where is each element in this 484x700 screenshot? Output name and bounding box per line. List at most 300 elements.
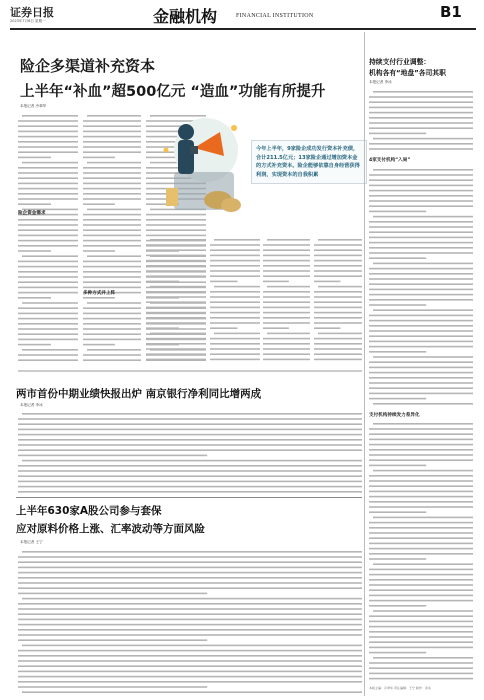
- text-line: [83, 323, 141, 325]
- text-line: [18, 676, 362, 678]
- text-line: [373, 138, 473, 140]
- text-line: [369, 315, 473, 317]
- text-lines-texture: [210, 236, 260, 362]
- text-line: [263, 275, 310, 277]
- text-line: [146, 270, 206, 272]
- lead-subheadline: 上半年“补血”超500亿元 “造血”功能有所提升: [20, 84, 326, 100]
- text-line: [146, 353, 206, 355]
- text-line: [18, 125, 78, 127]
- text-line: [18, 261, 78, 263]
- text-line: [18, 333, 78, 335]
- text-line: [369, 574, 473, 576]
- text-line: [369, 341, 473, 343]
- text-line: [314, 307, 362, 309]
- text-line: [22, 349, 78, 351]
- text-line: [210, 291, 260, 293]
- text-line: [369, 548, 473, 550]
- text-line: [18, 582, 362, 584]
- text-line: [87, 349, 141, 351]
- story-divider: [16, 497, 362, 498]
- page-footer: 本版主编：冷翠华 责任编辑：王宁 制作：李冰: [369, 686, 431, 690]
- text-line: [373, 610, 473, 612]
- text-lines-texture: [146, 236, 206, 362]
- lead-byline: 本报记者 冷翠华: [20, 104, 47, 108]
- text-line: [83, 339, 141, 341]
- text-line: [369, 96, 473, 98]
- text-line: [314, 353, 362, 355]
- text-line: [83, 250, 115, 252]
- text-line: [18, 172, 78, 174]
- text-line: [369, 433, 473, 435]
- side-subheadline: 机构各有“地盘”各司其职: [369, 69, 446, 77]
- text-lines-texture: [18, 410, 362, 494]
- text-line: [83, 224, 141, 226]
- text-line: [369, 589, 473, 591]
- text-line: [263, 327, 289, 329]
- text-line: [369, 372, 473, 374]
- text-line: [373, 517, 473, 519]
- text-line: [18, 281, 78, 283]
- text-line: [369, 320, 473, 322]
- text-line: [22, 551, 362, 553]
- text-line: [369, 361, 473, 363]
- text-line: [369, 615, 473, 617]
- text-line: [210, 260, 260, 262]
- text-line: [146, 312, 206, 314]
- lead-column-7: [314, 236, 362, 362]
- text-line: [263, 244, 310, 246]
- text-line: [369, 112, 473, 114]
- text-line: [267, 286, 310, 288]
- text-line: [18, 634, 362, 636]
- story2-body: [18, 410, 362, 494]
- text-line: [87, 255, 141, 257]
- text-line: [369, 569, 473, 571]
- text-line: [18, 188, 78, 190]
- text-line: [263, 255, 310, 257]
- masthead-date: 2023年7月6日 星期一: [10, 19, 46, 23]
- text-line: [369, 174, 473, 176]
- text-line: [18, 465, 362, 467]
- text-line: [369, 205, 473, 207]
- text-line: [263, 249, 310, 251]
- text-line: [314, 343, 362, 345]
- text-line: [263, 322, 310, 324]
- text-line: [263, 353, 310, 355]
- text-line: [18, 629, 362, 631]
- lead-column-6: [263, 236, 310, 362]
- text-line: [18, 567, 362, 569]
- text-line: [146, 359, 206, 361]
- text-line: [18, 235, 78, 237]
- text-line: [369, 226, 473, 228]
- text-line: [369, 351, 426, 353]
- text-line: [18, 686, 207, 688]
- text-line: [83, 141, 141, 143]
- text-line: [22, 460, 362, 462]
- text-line: [369, 143, 473, 145]
- text-line: [18, 344, 51, 346]
- text-line: [83, 333, 141, 335]
- text-line: [210, 270, 260, 272]
- text-line: [314, 265, 362, 267]
- text-line: [83, 120, 141, 122]
- text-line: [18, 287, 78, 289]
- text-line: [18, 203, 51, 205]
- text-line: [18, 655, 362, 657]
- text-line: [369, 480, 473, 482]
- text-line: [369, 662, 473, 664]
- masthead-logo: 证券日报: [10, 6, 54, 19]
- text-line: [146, 244, 206, 246]
- story3-subheadline: 应对原料价格上涨、汇率波动等方面风险: [16, 523, 205, 535]
- text-line: [18, 307, 78, 309]
- text-line: [210, 348, 260, 350]
- text-line: [18, 577, 362, 579]
- text-line: [83, 287, 141, 289]
- text-line: [83, 245, 141, 247]
- text-line: [18, 650, 362, 652]
- text-line: [83, 203, 115, 205]
- text-line: [314, 255, 362, 257]
- text-line: [210, 281, 238, 283]
- text-line: [18, 418, 362, 420]
- text-line: [210, 343, 260, 345]
- text-line: [369, 237, 473, 239]
- text-line: [83, 266, 141, 268]
- text-line: [263, 291, 310, 293]
- text-line: [369, 211, 426, 213]
- text-line: [146, 343, 206, 345]
- text-line: [18, 250, 51, 252]
- text-line: [210, 338, 260, 340]
- section-title: 金融机构: [153, 7, 218, 26]
- text-line: [18, 177, 78, 179]
- text-line: [83, 271, 141, 273]
- text-line: [83, 198, 141, 200]
- text-line: [83, 354, 141, 356]
- text-line: [18, 572, 362, 574]
- text-line: [369, 636, 473, 638]
- text-line: [314, 359, 362, 361]
- text-line: [146, 291, 206, 293]
- text-line: [146, 275, 206, 277]
- section-divider: [18, 370, 362, 372]
- section-title-en: FINANCIAL INSTITUTION: [236, 13, 314, 19]
- text-line: [214, 333, 260, 335]
- text-line: [18, 318, 78, 320]
- text-line: [18, 354, 78, 356]
- text-line: [369, 190, 473, 192]
- text-line: [369, 148, 473, 150]
- text-line: [18, 475, 362, 477]
- text-line: [369, 195, 473, 197]
- text-line: [369, 221, 473, 223]
- text-line: [314, 348, 362, 350]
- text-line: [369, 454, 473, 456]
- text-line: [369, 387, 473, 389]
- text-line: [83, 193, 141, 195]
- text-line: [18, 444, 362, 446]
- text-line: [369, 678, 473, 680]
- text-line: [18, 624, 362, 626]
- text-line: [210, 317, 260, 319]
- text-line: [83, 307, 141, 309]
- text-line: [83, 328, 141, 330]
- text-line: [18, 276, 78, 278]
- text-lines-texture: [18, 548, 362, 693]
- text-line: [263, 270, 310, 272]
- text-line: [373, 309, 473, 311]
- text-line: [314, 312, 362, 314]
- text-line: [18, 193, 78, 195]
- text-line: [369, 647, 473, 649]
- text-line: [314, 322, 362, 324]
- text-line: [263, 348, 310, 350]
- text-line: [18, 556, 362, 558]
- text-line: [314, 317, 362, 319]
- text-line: [146, 265, 206, 267]
- text-line: [83, 157, 115, 159]
- text-line: [369, 428, 473, 430]
- text-line: [369, 107, 473, 109]
- text-line: [18, 486, 362, 488]
- text-line: [369, 527, 473, 529]
- lead-illustration: [146, 110, 252, 230]
- text-line: [18, 167, 78, 169]
- text-line: [373, 563, 473, 565]
- text-line: [369, 242, 473, 244]
- story2-headline: 两市首份中期业绩快报出炉 南京银行净利同比增两成: [16, 388, 262, 400]
- text-line: [83, 151, 141, 153]
- text-line: [210, 322, 260, 324]
- text-line: [373, 91, 473, 93]
- text-line: [18, 339, 78, 341]
- text-line: [210, 249, 260, 251]
- text-line: [369, 465, 426, 467]
- text-line: [263, 359, 310, 361]
- text-line: [18, 603, 362, 605]
- text-line: [146, 322, 206, 324]
- text-line: [210, 244, 260, 246]
- text-line: [83, 136, 141, 138]
- text-line: [22, 162, 78, 164]
- text-line: [369, 289, 473, 291]
- text-line: [146, 307, 206, 309]
- text-line: [18, 292, 78, 294]
- text-line: [369, 543, 473, 545]
- text-line: [150, 239, 206, 241]
- text-line: [369, 179, 473, 181]
- text-line: [369, 335, 473, 337]
- text-lines-texture: [369, 420, 473, 682]
- text-line: [150, 286, 206, 288]
- text-line: [210, 327, 238, 329]
- text-line: [369, 330, 473, 332]
- masthead-rule: [10, 28, 476, 30]
- text-line: [18, 245, 78, 247]
- lead-column-4: [146, 236, 206, 362]
- text-line: [369, 247, 473, 249]
- text-line: [369, 485, 473, 487]
- text-line: [83, 177, 141, 179]
- text-line: [18, 665, 362, 667]
- text-line: [369, 621, 473, 623]
- text-line: [18, 439, 362, 441]
- text-line: [83, 188, 141, 190]
- side-subhead-2: 支付机构持续发力差异化: [369, 413, 420, 418]
- text-line: [369, 278, 473, 280]
- text-line: [18, 271, 78, 273]
- text-line: [369, 382, 473, 384]
- text-line: [369, 631, 473, 633]
- text-line: [83, 235, 141, 237]
- text-line: [83, 219, 141, 221]
- text-line: [18, 297, 51, 299]
- lead-subhead-1: 险企资金需求: [18, 211, 46, 216]
- text-line: [18, 470, 362, 472]
- text-line: [146, 301, 206, 303]
- text-line: [263, 317, 310, 319]
- story3-headline: 上半年630家A股公司参与套保: [16, 505, 162, 517]
- lead-column-5: [210, 236, 260, 362]
- text-line: [263, 296, 310, 298]
- text-line: [214, 239, 260, 241]
- text-line: [373, 657, 473, 659]
- lead-infobox: 今年上半年，9家险企成功发行资本补充债，合计211.5亿元；13家险企通过增加资本金的方式补充资本。险企能够依靠自身经营获得利润，实现资本的自我积累: [251, 140, 367, 184]
- text-line: [369, 273, 473, 275]
- text-line: [18, 491, 362, 493]
- text-line: [18, 613, 362, 615]
- text-line: [369, 200, 473, 202]
- text-line: [18, 423, 362, 425]
- text-line: [83, 167, 141, 169]
- text-line: [18, 359, 78, 361]
- text-line: [83, 297, 115, 299]
- text-line: [22, 302, 78, 304]
- side-subhead-1: 4家支付机构“入局”: [369, 158, 411, 163]
- text-line: [146, 317, 206, 319]
- text-line: [18, 120, 78, 122]
- story3-body: [18, 548, 362, 693]
- text-line: [369, 595, 473, 597]
- text-line: [318, 239, 362, 241]
- text-lines-texture: [83, 112, 141, 362]
- text-line: [146, 296, 206, 298]
- text-line: [18, 266, 78, 268]
- text-line: [210, 301, 260, 303]
- text-line: [369, 377, 473, 379]
- side-body-3: [369, 420, 473, 682]
- text-line: [369, 475, 473, 477]
- text-line: [18, 136, 78, 138]
- lead-headline: 险企多渠道补充资本: [20, 57, 156, 75]
- text-line: [369, 459, 473, 461]
- text-line: [83, 229, 141, 231]
- text-line: [314, 260, 362, 262]
- text-line: [18, 455, 207, 457]
- side-headline: 持续支付行业调整：: [369, 58, 431, 66]
- text-line: [18, 593, 207, 595]
- text-line: [18, 229, 78, 231]
- text-line: [373, 356, 473, 358]
- text-line: [369, 101, 473, 103]
- text-line: [263, 312, 310, 314]
- text-line: [83, 172, 141, 174]
- text-line: [18, 681, 362, 683]
- text-line: [369, 299, 473, 301]
- text-line: [369, 501, 473, 503]
- text-line: [314, 275, 362, 277]
- text-line: [373, 216, 473, 218]
- text-line: [369, 673, 473, 675]
- text-line: [369, 511, 426, 513]
- text-lines-texture: [18, 112, 78, 362]
- text-line: [22, 115, 78, 117]
- side-byline: 本报记者 李冰: [369, 80, 392, 84]
- text-line: [210, 265, 260, 267]
- text-line: [18, 224, 78, 226]
- text-line: [83, 214, 141, 216]
- text-line: [369, 444, 473, 446]
- text-line: [369, 117, 473, 119]
- text-line: [369, 600, 473, 602]
- text-line: [83, 261, 141, 263]
- text-line: [146, 327, 179, 329]
- text-line: [369, 122, 473, 124]
- text-line: [22, 413, 362, 415]
- text-line: [83, 318, 141, 320]
- text-line: [369, 532, 473, 534]
- text-lines-texture: [314, 236, 362, 362]
- text-line: [146, 255, 206, 257]
- text-line: [18, 313, 78, 315]
- text-line: [18, 434, 362, 436]
- text-line: [314, 327, 340, 329]
- text-line: [373, 423, 473, 425]
- text-line: [267, 239, 310, 241]
- text-line: [369, 605, 426, 607]
- text-line: [18, 561, 362, 563]
- text-line: [87, 162, 141, 164]
- text-line: [146, 338, 206, 340]
- text-line: [369, 558, 426, 560]
- text-line: [18, 183, 78, 185]
- text-line: [87, 115, 141, 117]
- text-line: [373, 470, 473, 472]
- text-line: [18, 157, 51, 159]
- text-line: [369, 257, 426, 259]
- text-line: [263, 281, 289, 283]
- text-line: [369, 667, 473, 669]
- text-line: [18, 141, 78, 143]
- text-lines-texture: [263, 236, 310, 362]
- text-line: [83, 344, 115, 346]
- text-line: [369, 294, 473, 296]
- text-line: [369, 393, 473, 395]
- text-line: [18, 198, 78, 200]
- text-line: [314, 301, 362, 303]
- text-line: [369, 304, 426, 306]
- text-line: [18, 608, 362, 610]
- text-line: [263, 260, 310, 262]
- text-line: [83, 359, 141, 361]
- text-line: [210, 296, 260, 298]
- text-line: [373, 169, 473, 171]
- text-line: [373, 263, 473, 265]
- text-line: [18, 639, 207, 641]
- text-line: [369, 506, 473, 508]
